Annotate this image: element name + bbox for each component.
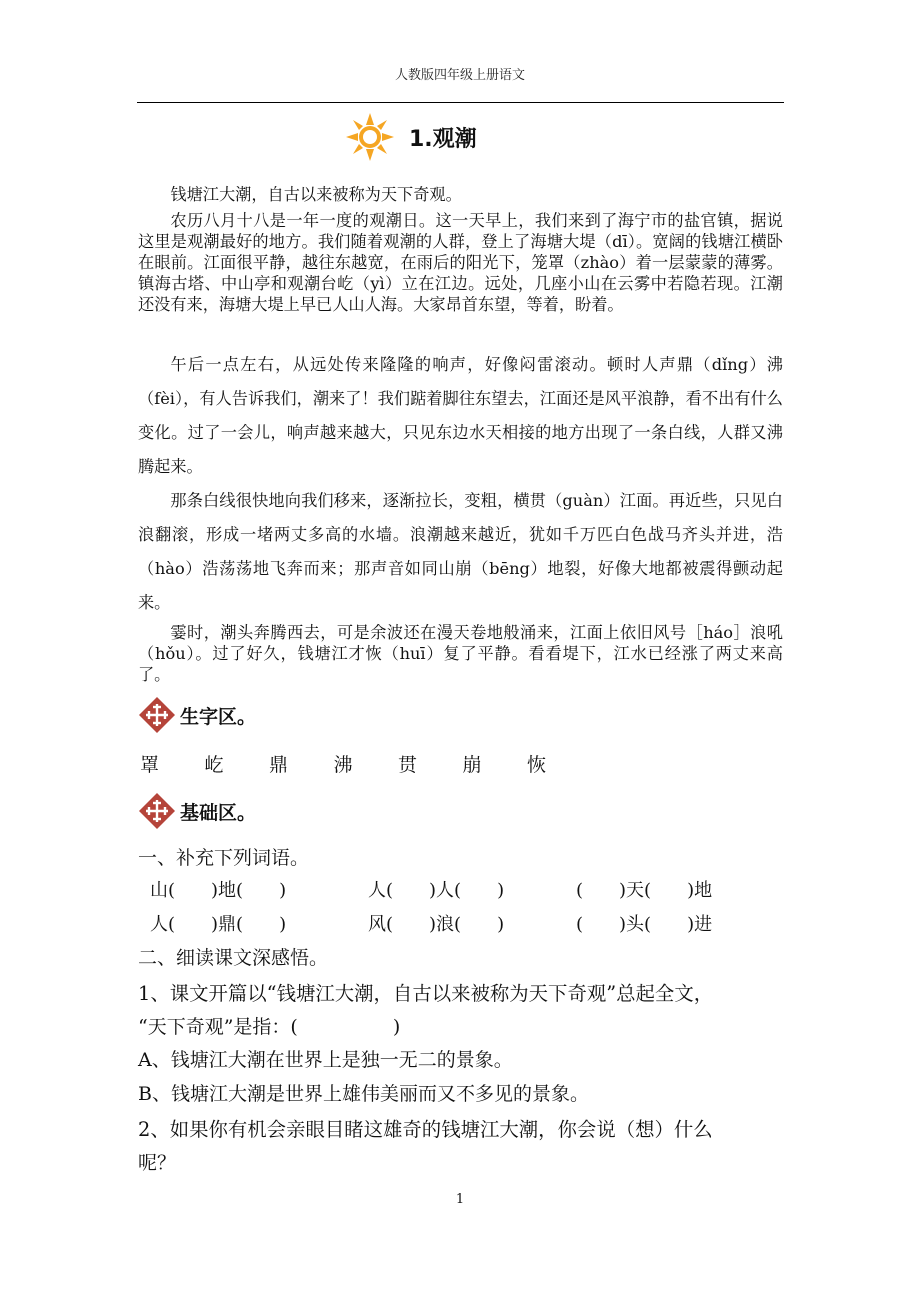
paragraph-2: 农历八月十八是一年一度的观潮日。这一天早上，我们来到了海宁市的盐官镇，据说这里是观潮最好的地方。我们随着观潮的人群，登上了海塘大堤（dī）。宽阔的钱塘江横卧在眼前。江面很平静，越往东越宽，在雨后的阳光下，笼罩（zhào）着一层蒙蒙的薄雾。镇海古塔、中山亭和观潮台屹（yì）立在江边。远处，几座小山在云雾中若隐若现。江潮还没有来，海塘大堤上早已人山人海。大家昂首东望，等着，盼着。	[138, 211, 783, 314]
fill-blank-item: 人( )人( )	[368, 880, 505, 901]
option-a: A、钱塘江大潮在世界上是独一无二的景象。	[138, 1049, 513, 1071]
new-char: 恢	[527, 754, 547, 776]
new-char: 崩	[462, 754, 482, 776]
sun-icon	[345, 112, 395, 162]
new-chars-list	[140, 750, 592, 777]
option-b: B、钱塘江大潮是世界上雄伟美丽而又不多见的景象。	[138, 1083, 589, 1105]
page-number: 1	[455, 1192, 465, 1207]
lesson-title: 1.观潮	[409, 126, 477, 152]
paragraph-4: 那条白线很快地向我们移来，逐渐拉长，变粗，横贯（guàn）江面。再近些，只见白浪翻滚，形成一堵两丈多高的水墙。浪潮越来越近，犹如千万匹白色战马齐头并进，浩（hào）浩荡荡地飞奔而来；那声音如同山崩（bēng）地裂，好像大地都被震得颤动起来。	[138, 491, 783, 612]
paragraph-1: 钱塘江大潮，自古以来被称为天下奇观。	[170, 185, 462, 204]
question-2-2-line1: 2、如果你有机会亲眼目睹这雄奇的钱塘江大潮，你会说（想）什么	[138, 1118, 713, 1141]
question-2-1-line2: “天下奇观”是指：( )	[138, 1016, 401, 1038]
section-new-chars-label: 生字区。	[180, 705, 257, 728]
question-1-heading: 一、补充下列词语。	[138, 847, 310, 869]
new-char: 罩	[140, 754, 160, 776]
section-basics-label: 基础区。	[180, 801, 257, 824]
fill-blank-item: ( )天( )地	[576, 880, 713, 901]
paragraph-3: 午后一点左右，从远处传来隆隆的响声，好像闷雷滚动。顿时人声鼎（dǐng）沸（fèi），有人告诉我们，潮来了！我们踮着脚往东望去，江面还是风平浪静，看不出有什么变化。过了一会儿，响声越来越大，只见东边水天相接的地方出现了一条白线，人群又沸腾起来。	[138, 355, 783, 476]
title-row	[345, 112, 477, 162]
new-char: 贯	[398, 754, 418, 776]
page-header: 人教版四年级上册语文	[394, 68, 525, 83]
new-char: 鼎	[269, 754, 289, 776]
fill-blank-item: 人( )鼎( )	[150, 914, 287, 935]
header-rule	[137, 102, 784, 103]
fill-blank-item: 风( )浪( )	[368, 914, 505, 935]
question-2-heading: 二、细读课文深感悟。	[138, 947, 329, 969]
fill-blank-item: ( )头( )进	[576, 914, 713, 935]
question-2-2-line2: 呢？	[138, 1152, 177, 1174]
question-2-1-line1: 1、课文开篇以“钱塘江大潮，自古以来被称为天下奇观”总起全文，	[138, 982, 714, 1005]
fill-row-2	[150, 910, 776, 936]
paragraph-5: 霎时，潮头奔腾西去，可是余波还在漫天卷地般涌来，江面上依旧风号［háo］浪吼（hǒu）。过了好久，钱塘江才恢（huī）复了平静。看看堤下，江水已经涨了两丈来高了。	[138, 623, 783, 684]
fill-row-1	[150, 876, 776, 902]
fill-blank-item: 山( )地( )	[150, 880, 287, 901]
new-char: 屹	[204, 754, 224, 776]
section-basics	[138, 792, 256, 830]
section-new-chars	[138, 696, 256, 734]
cross-badge-icon	[138, 696, 176, 734]
new-char: 沸	[333, 754, 353, 776]
cross-badge-icon	[138, 792, 176, 830]
